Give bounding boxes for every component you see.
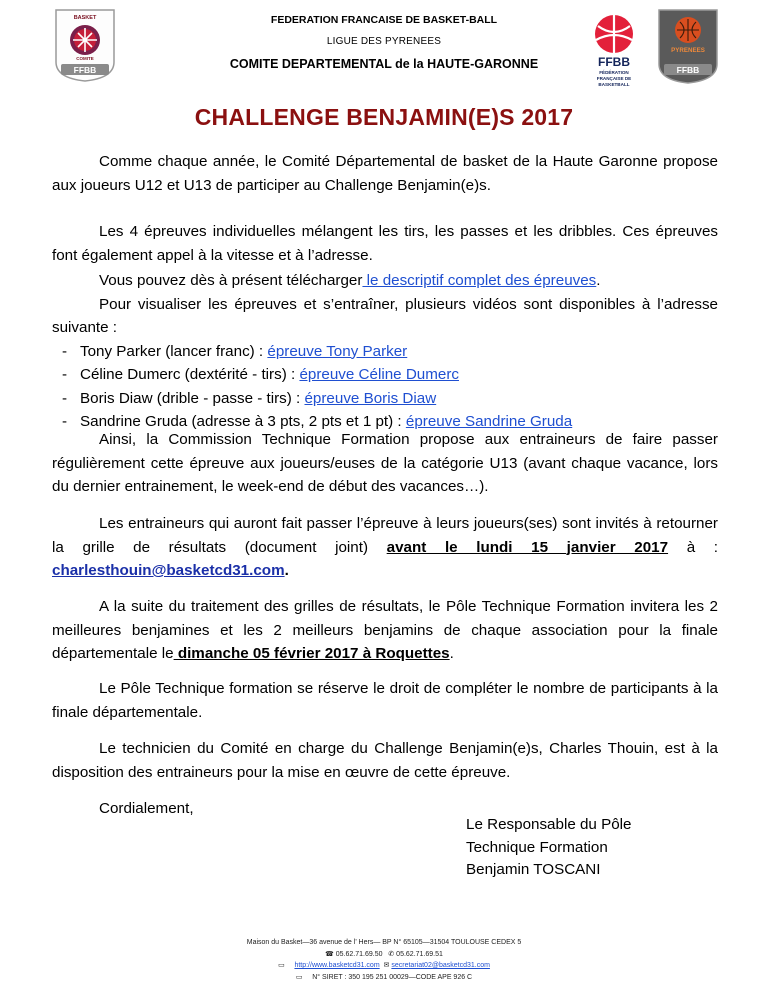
footer-email-link[interactable]: secretariat02@basketcd31.com bbox=[391, 962, 490, 969]
paragraph-intro: Comme chaque année, le Comité Départemental de basket de la Haute Garonne propose aux joueurs U12 et U13 de participer au Challenge Benjamin(e)s. bbox=[52, 153, 718, 194]
footer-web bbox=[0, 960, 768, 972]
footer-address: Maison du Basket—36 avenue de l’ Hers— BP N° 65105—31504 TOULOUSE CEDEX 5 bbox=[246, 939, 522, 946]
list-item bbox=[52, 363, 718, 387]
email-link[interactable]: charlesthouin@basketcd31.com bbox=[52, 562, 285, 579]
finale-date: dimanche 05 février 2017 à Roquettes bbox=[173, 645, 450, 662]
deadline-to: à : bbox=[668, 538, 718, 556]
finale-period: . bbox=[449, 645, 454, 662]
phone-icon: ☎ bbox=[325, 950, 334, 958]
ffbb-caption-2: FRANÇAISE DE bbox=[596, 76, 632, 81]
ffbb-logo-text: FFBB bbox=[598, 55, 630, 69]
footer bbox=[0, 937, 768, 983]
signature-name: Benjamin TOSCANI bbox=[466, 861, 601, 878]
video-link-sandrine-gruda[interactable]: épreuve Sandrine Gruda bbox=[405, 413, 573, 430]
video-link-boris-diaw[interactable]: épreuve Boris Diaw bbox=[304, 389, 437, 407]
paragraph-epreuves: Les 4 épreuves individuelles mélangent les tirs, les passes et les dribbles. Ces épreuves font également appel à la vitesse et à l’adresse. bbox=[52, 223, 718, 264]
paragraph-download bbox=[52, 269, 718, 293]
list-item bbox=[52, 387, 718, 411]
list-item bbox=[52, 340, 718, 364]
closing: Cordialement, bbox=[99, 800, 194, 817]
ffbb-caption-3: BASKETBALL bbox=[598, 82, 630, 87]
fax-icon: ✆ bbox=[388, 950, 395, 958]
paragraph-finale bbox=[52, 595, 718, 666]
finale-text: A la suite du traitement des grilles de résultats, le Pôle Technique Formation invitera les 2 meilleures benjamines et les 2 meilleurs benjamins de chaque association pour la finale départementale le bbox=[52, 598, 718, 662]
signature-line-1: Le Responsable du Pôle bbox=[466, 816, 632, 833]
descriptif-link[interactable]: le descriptif complet des épreuves bbox=[362, 272, 597, 289]
list-dash: - bbox=[62, 366, 68, 383]
download-period: . bbox=[596, 272, 601, 289]
paragraph-reserve: Le Pôle Technique formation se réserve le droit de compléter le nombre de participants à la finale départementale. bbox=[52, 680, 718, 721]
signature-line-2: Technique Formation bbox=[466, 838, 608, 856]
download-text: Vous pouvez dès à présent télécharger bbox=[99, 272, 363, 289]
logo-left-bottom-text: COMITE bbox=[76, 56, 94, 61]
logo-left-top-text: BASKET bbox=[73, 15, 97, 21]
ffbb-logo bbox=[584, 12, 644, 92]
ffbb-caption-1: FÉDÉRATION bbox=[599, 70, 629, 75]
list-item-text: Sandrine Gruda (adresse à 3 pts, 2 pts et 1 pt) : bbox=[80, 413, 406, 430]
video-link-celine-dumerc[interactable]: épreuve Céline Dumerc bbox=[299, 366, 459, 383]
deadline-text: Les entraineurs qui auront fait passer l’épreuve à leurs joueurs(ses) sont invités à retourner la grille de résultats (document joint) bbox=[52, 515, 718, 556]
list-item-text: Tony Parker (lancer franc) : bbox=[80, 342, 268, 360]
footer-phone: 05.62.71.69.50 bbox=[335, 950, 383, 958]
header-federation: FEDERATION FRANCAISE DE BASKET-BALL bbox=[270, 14, 498, 26]
download-and-videos-block bbox=[52, 269, 718, 434]
footer-phones bbox=[0, 949, 768, 961]
deadline-date: avant le lundi 15 janvier 2017 bbox=[386, 538, 669, 556]
signature-block bbox=[466, 814, 632, 882]
paragraph-commission: Ainsi, la Commission Technique Formation propose aux entraineurs de faire passer régulièrement cette épreuve aux joueurs/euses de la catégorie U13 (avant chaque vacance, lors du dernier entrainement, le week-end de début des vacances…). bbox=[52, 431, 718, 495]
footer-siret-line bbox=[0, 972, 768, 984]
logo-right-top-text: PYRENEES bbox=[671, 47, 705, 54]
list-dash: - bbox=[62, 389, 68, 407]
list-dash: - bbox=[62, 413, 68, 430]
header-comite: COMITE DEPARTEMENTAL de la HAUTE-GARONNE bbox=[229, 57, 539, 71]
list-dash: - bbox=[62, 342, 68, 360]
footer-website-link[interactable]: http://www.basketcd31.com bbox=[294, 962, 380, 969]
logo-left-ffbb-text: FFBB bbox=[73, 65, 97, 75]
list-item-text: Céline Dumerc (dextérité - tirs) : bbox=[80, 366, 300, 383]
paragraph-technicien: Le technicien du Comité en charge du Challenge Benjamin(e)s, Charles Thouin, est à la disposition des entraineurs pour la mise en œuvre de cette épreuve. bbox=[52, 740, 718, 781]
computer-icon: ▭ bbox=[295, 973, 303, 981]
paragraph-deadline bbox=[52, 512, 718, 583]
video-link-tony-parker[interactable]: épreuve Tony Parker bbox=[267, 342, 408, 360]
computer-icon: ▭ bbox=[278, 962, 285, 969]
video-list bbox=[52, 340, 718, 434]
mail-icon: ✉ bbox=[383, 962, 390, 969]
list-item-text: Boris Diaw (drible - passe - tirs) : bbox=[80, 389, 305, 407]
footer-siret: N° SIRET : 350 195 251 00029—CODE APE 926 C bbox=[312, 973, 473, 981]
footer-fax: 05.62.71.69.51 bbox=[396, 950, 443, 958]
deadline-period: . bbox=[284, 562, 289, 579]
page-title: CHALLENGE BENJAMIN(E)S 2017 bbox=[194, 104, 574, 130]
ligue-pyrenees-logo bbox=[656, 8, 720, 84]
header-ligue: LIGUE DES PYRENEES bbox=[326, 36, 442, 47]
paragraph-videos: Pour visualiser les épreuves et s’entraîner, plusieurs vidéos sont disponibles à l’adresse suivante : bbox=[52, 295, 718, 336]
logo-right-ffbb-text: FFBB bbox=[676, 65, 700, 75]
